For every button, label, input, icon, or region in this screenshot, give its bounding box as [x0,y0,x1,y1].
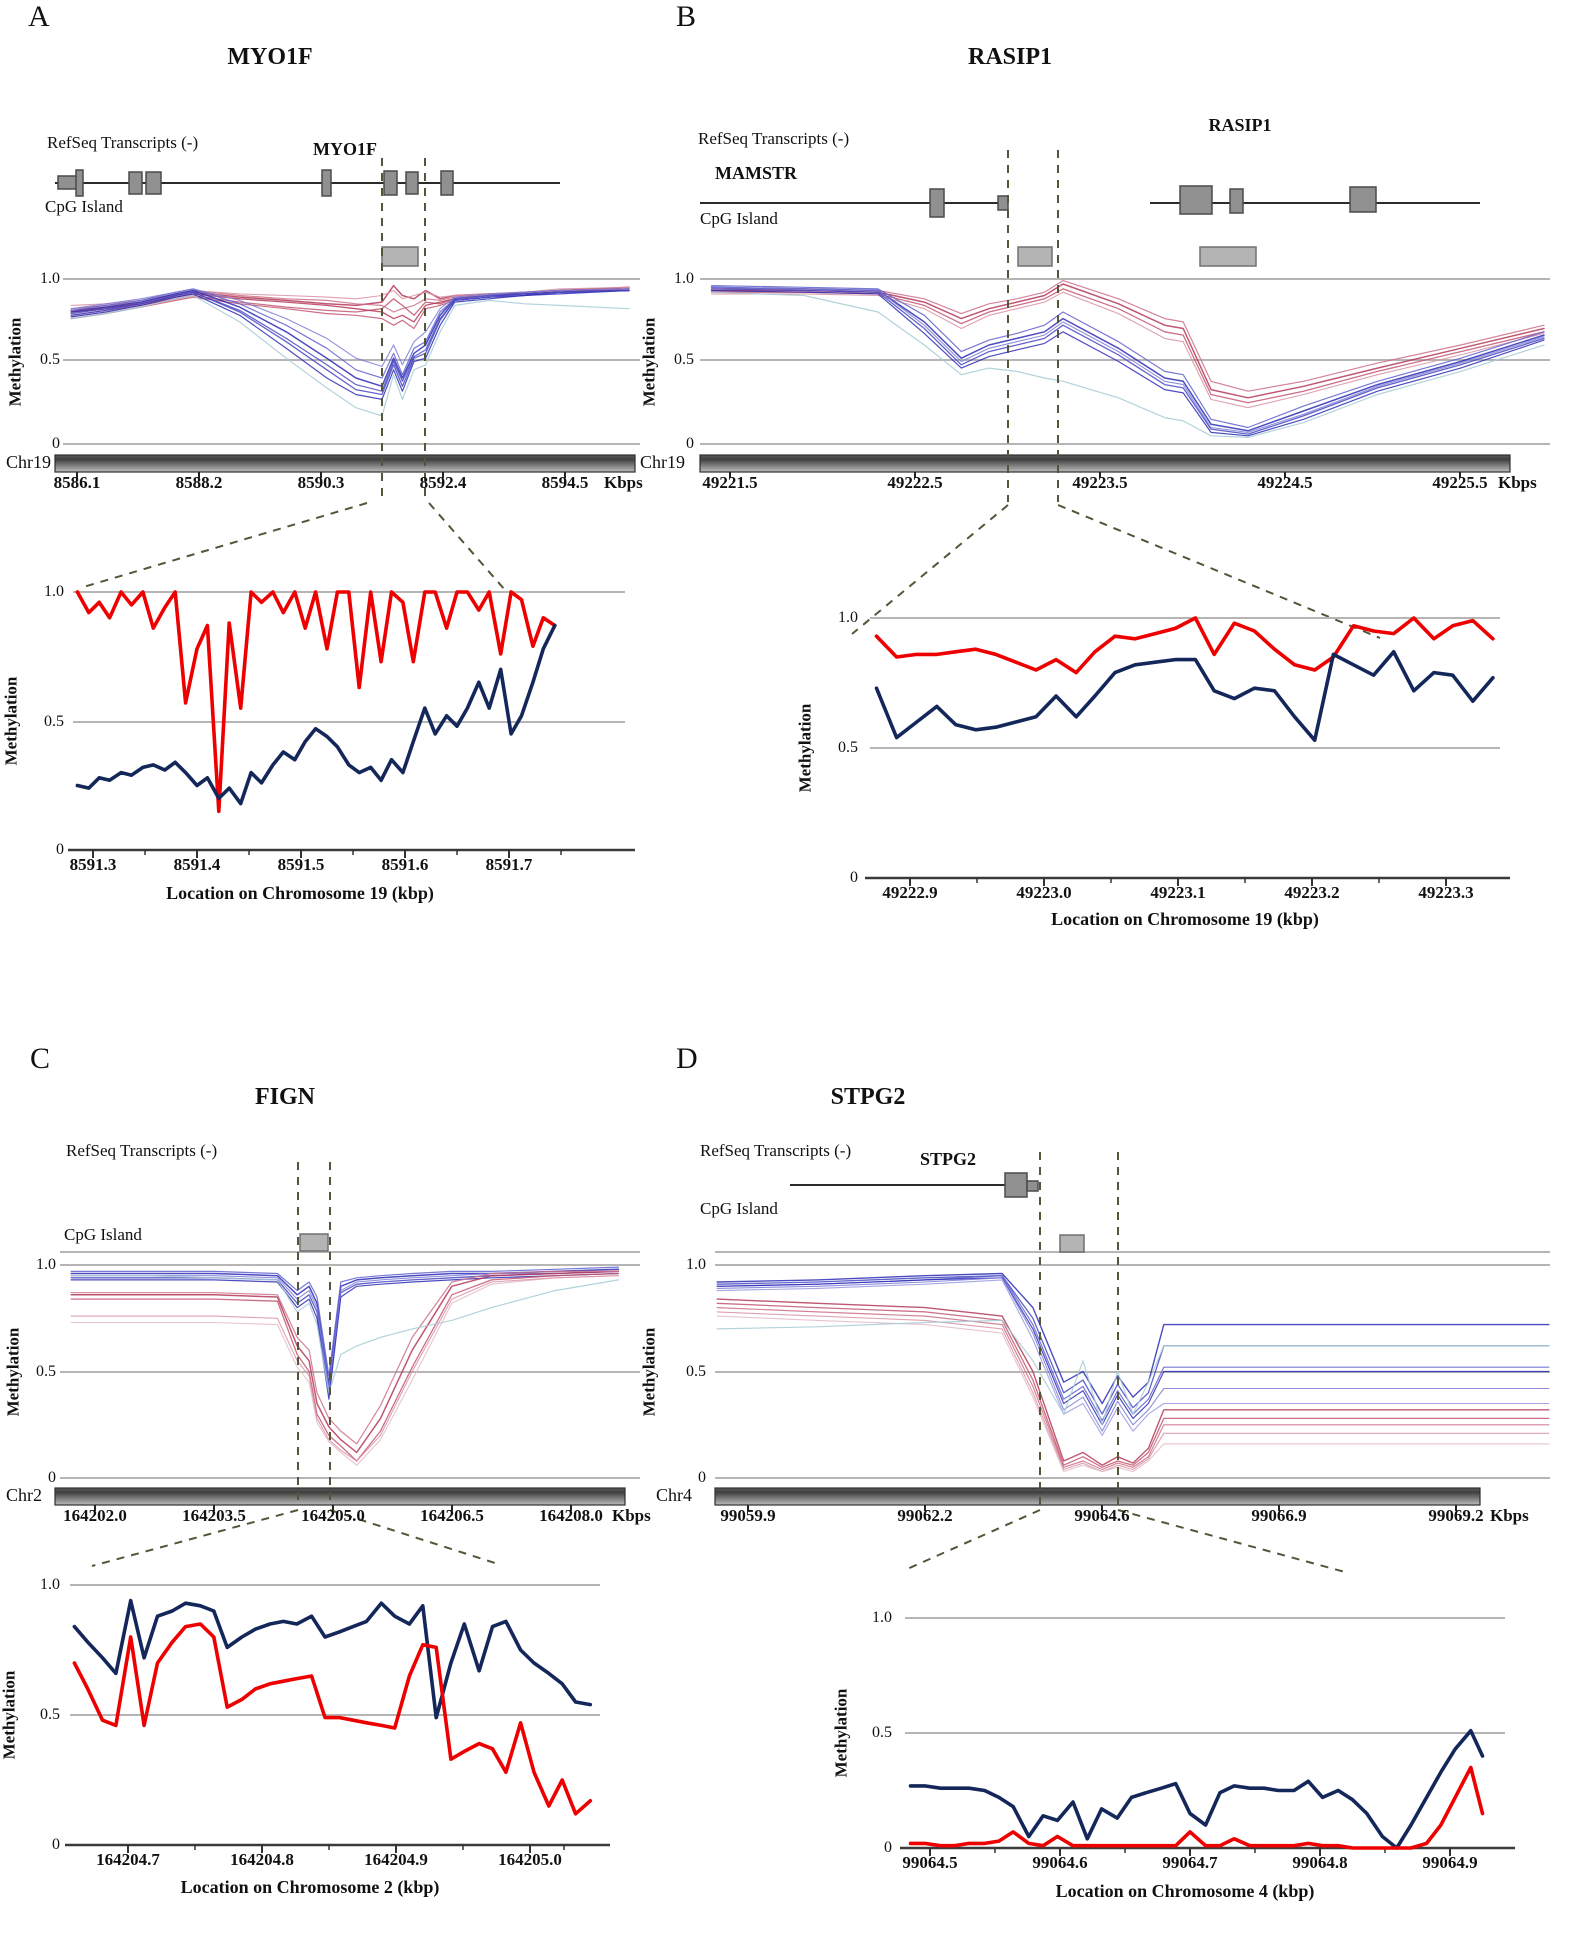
cpg-label-b: CpG Island [700,209,778,228]
zm-ytick-a-1: 1.0 [44,583,64,600]
gene-label-rasip1: RASIP1 [1208,115,1272,135]
zm-ylabel-b: Methylation [795,703,815,793]
zm-ylabel-a: Methylation [1,676,21,766]
ov-ylabel-d: Methylation [639,1327,659,1417]
chrom-tick-label: 8588.2 [175,473,223,492]
cpg-label-d: CpG Island [700,1199,778,1218]
zoom-tick-label: 99064.5 [902,1853,958,1872]
cpg-label-a: CpG Island [45,197,123,216]
zm-ytick-c-05: 0.5 [40,1706,60,1723]
zm-ytick-a-0: 0 [56,841,64,858]
ov-ytick-d-1: 1.0 [686,1256,706,1273]
panel-letter-a: A [28,0,50,33]
zm-ytick-b-05: 0.5 [838,739,858,756]
ov-ytick-c-1: 1.0 [36,1256,56,1273]
ov-ytick-a-05: 0.5 [40,351,60,368]
zm-xlabel-d: Location on Chromosome 4 (kbp) [1055,1881,1315,1901]
zm-ylabel-d: Methylation [831,1688,851,1778]
zoom-tick-label: 49222.9 [882,883,938,902]
chrom-name-b: Chr19 [640,452,685,472]
zoom-tick-label: 8591.6 [381,855,429,874]
ov-ylabel-c: Methylation [3,1327,23,1417]
chrom-unit-b: Kbps [1498,473,1537,492]
chrom-tick-label: 8594.5 [541,473,589,492]
zoom-tick-label: 164205.0 [498,1850,562,1869]
chrom-tick-label: 8590.3 [297,473,345,492]
chrom-tick-label: 99059.9 [720,1506,776,1525]
zm-xlabel-c: Location on Chromosome 2 (kbp) [180,1877,440,1897]
gene-label-stpg2: STPG2 [919,1149,977,1169]
refseq-label-a: RefSeq Transcripts (-) [47,133,199,152]
zm-ytick-c-0: 0 [52,1836,60,1853]
ov-ytick-d-05: 0.5 [686,1363,706,1380]
chrom-tick-label: 164205.0 [301,1506,365,1525]
zoom-tick-label: 49223.1 [1150,883,1206,902]
refseq-label-d: RefSeq Transcripts (-) [700,1141,852,1160]
ov-ytick-c-05: 0.5 [36,1363,56,1380]
chrom-name-d: Chr4 [656,1485,692,1505]
chrom-tick-label: 99064.6 [1074,1506,1130,1525]
ov-ylabel-b: Methylation [639,317,659,407]
zm-xlabel-a: Location on Chromosome 19 (kbp) [166,883,434,903]
panel-title-d: STPG2 [830,1084,906,1110]
chrom-tick-label: 49222.5 [887,473,943,492]
refseq-label-c: RefSeq Transcripts (-) [66,1141,218,1160]
ov-ytick-b-1: 1.0 [674,270,694,287]
panel-title-b: RASIP1 [967,44,1053,70]
chrom-tick-label: 99069.2 [1428,1506,1484,1525]
zoom-tick-label: 99064.6 [1032,1853,1088,1872]
chrom-tick-label: 99066.9 [1251,1506,1307,1525]
ov-ytick-d-0: 0 [698,1469,706,1486]
zoom-tick-label: 99064.7 [1162,1853,1218,1872]
cpg-label-c: CpG Island [64,1225,142,1244]
gene-label-mamstr: MAMSTR [715,163,797,183]
panel-title-c: FIGN [255,1084,315,1110]
zm-xlabel-b: Location on Chromosome 19 (kbp) [1051,909,1319,929]
zoom-tick-label: 8591.5 [277,855,325,874]
chrom-tick-label: 164206.5 [420,1506,484,1525]
zoom-tick-label: 49223.0 [1016,883,1072,902]
panel-letter-b: B [676,0,697,33]
panel-title-a: MYO1F [227,44,313,70]
chrom-name-a: Chr19 [6,452,51,472]
ov-ytick-b-0: 0 [686,435,694,452]
zm-ytick-c-1: 1.0 [40,1576,60,1593]
chrom-tick-label: 99062.2 [897,1506,953,1525]
chrom-tick-label: 164208.0 [539,1506,603,1525]
chrom-tick-label: 8592.4 [419,473,467,492]
chrom-tick-label: 8586.1 [53,473,101,492]
zm-ytick-b-1: 1.0 [838,609,858,626]
chrom-tick-label: 164202.0 [63,1506,127,1525]
gene-label-myo1f: MYO1F [313,139,377,159]
zoom-tick-label: 164204.9 [364,1850,428,1869]
zoom-tick-label: 8591.7 [485,855,533,874]
zoom-tick-label: 8591.3 [69,855,117,874]
chrom-tick-label: 49224.5 [1257,473,1313,492]
zoom-tick-label: 49223.3 [1418,883,1474,902]
chrom-tick-label: 49225.5 [1432,473,1488,492]
chrom-tick-label: 164203.5 [182,1506,246,1525]
zm-ytick-d-1: 1.0 [872,1609,892,1626]
chrom-name-c: Chr2 [6,1485,42,1505]
zoom-tick-label: 49223.2 [1284,883,1340,902]
zm-ylabel-c: Methylation [0,1670,19,1760]
zoom-tick-label: 99064.9 [1422,1853,1478,1872]
zoom-tick-label: 8591.4 [173,855,221,874]
chrom-unit-a: Kbps [604,473,643,492]
chrom-tick-label: 49223.5 [1072,473,1128,492]
zoom-tick-label: 164204.7 [96,1850,160,1869]
ov-ytick-c-0: 0 [48,1469,56,1486]
panel-letter-c: C [30,1042,51,1075]
ov-ytick-a-1: 1.0 [40,270,60,287]
chrom-unit-c: Kbps [612,1506,651,1525]
zm-ytick-d-05: 0.5 [872,1724,892,1741]
panel-letter-d: D [676,1042,698,1075]
zm-ytick-b-0: 0 [850,869,858,886]
chrom-unit-d: Kbps [1490,1506,1529,1525]
zoom-tick-label: 99064.8 [1292,1853,1348,1872]
chrom-tick-label: 49221.5 [702,473,758,492]
zm-ytick-d-0: 0 [884,1839,892,1856]
zm-ytick-a-05: 0.5 [44,713,64,730]
ov-ylabel-a: Methylation [5,317,25,407]
ov-ytick-b-05: 0.5 [674,351,694,368]
ov-ytick-a-0: 0 [52,435,60,452]
refseq-label-b: RefSeq Transcripts (-) [698,129,850,148]
zoom-tick-label: 164204.8 [230,1850,294,1869]
